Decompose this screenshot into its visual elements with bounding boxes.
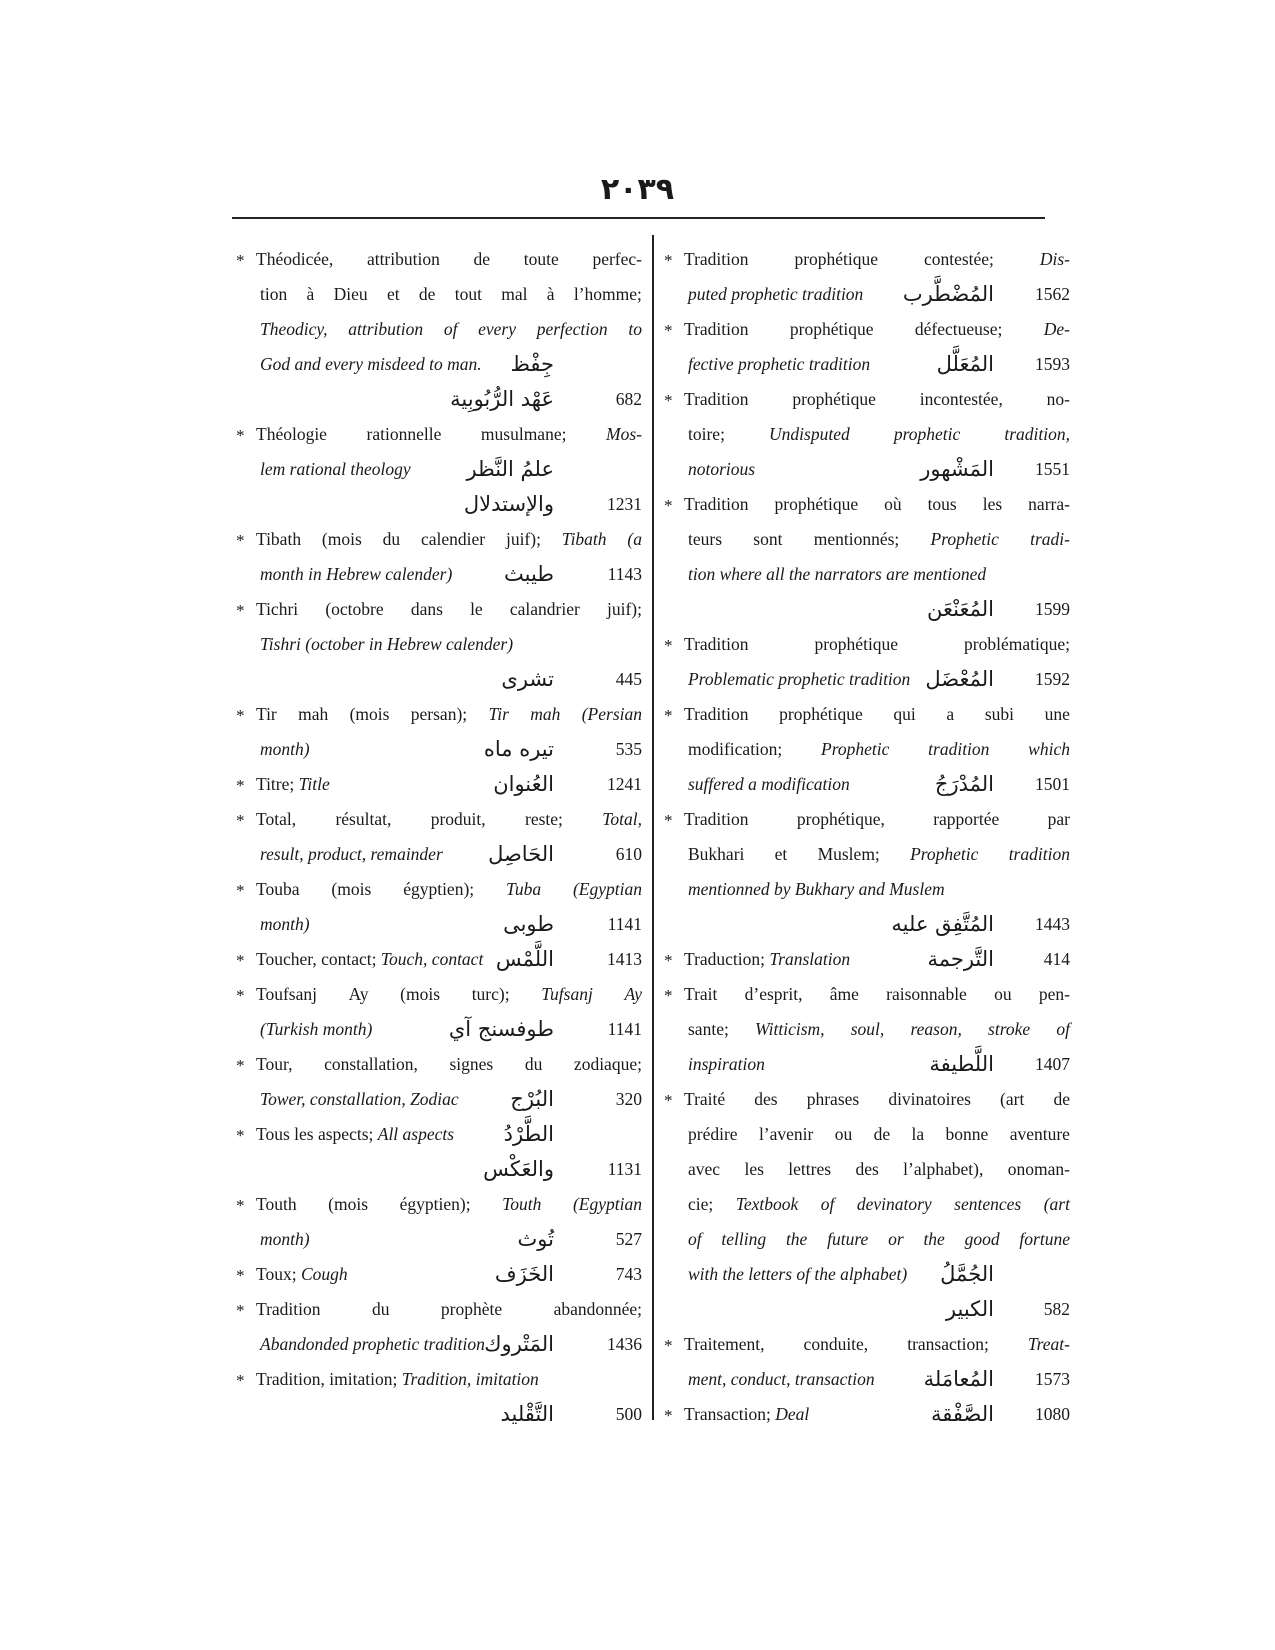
arabic-term: الجُمَّلُ (940, 1262, 994, 1286)
arabic-term: طيبث (503, 562, 554, 586)
entry-line (660, 837, 1070, 872)
entry-number: 1231 (607, 494, 642, 514)
entry-headword: Tradition du prophète abandonnée; (256, 1299, 642, 1319)
entry-number: 1141 (607, 914, 642, 934)
entry-line (232, 522, 642, 557)
entry-line (232, 382, 642, 417)
entry-text: month) (260, 1229, 310, 1249)
right-column (660, 242, 1070, 1432)
arabic-term: المَتْروك (484, 1332, 554, 1356)
entry-headword: Tradition prophétique incontestée, no- (684, 389, 1070, 409)
entry-headword: Tour, constallation, signes du zodiaque; (256, 1054, 642, 1074)
entry-line (232, 1292, 642, 1327)
entry-text: month in Hebrew calender) (260, 564, 453, 584)
arabic-term: المُعْضَل (925, 667, 994, 691)
entry-bullet: * (664, 1336, 673, 1355)
entry-headword: Tradition, imitation; Tradition, imitation (256, 1369, 539, 1389)
arabic-term: الخَزَف (494, 1262, 554, 1286)
entry-line (232, 1397, 642, 1432)
arabic-term: المَشْهور (920, 457, 994, 481)
entry-line (232, 312, 642, 347)
entry-number: 1131 (607, 1159, 642, 1179)
entry-number: 743 (615, 1264, 642, 1284)
arabic-term: المُدْرَجُ (934, 772, 994, 796)
entry-bullet: * (236, 811, 245, 830)
entry-text: mentionned by Bukhary and Muslem (688, 879, 945, 899)
entry-bullet: * (236, 951, 245, 970)
entry-text: with the letters of the alphabet) (688, 1264, 908, 1284)
arabic-term: المُعَلَّل (936, 352, 994, 376)
entry-text: Theodicy, attribution of every perfection to (260, 319, 642, 339)
entry-bullet: * (664, 496, 673, 515)
entry-bullet: * (236, 1056, 245, 1075)
entry-headword: Tradition prophétique, rapportée par (684, 809, 1070, 829)
entry-line (660, 732, 1070, 767)
entry-line (660, 312, 1070, 347)
page-number: ٢٠٣٩ (600, 172, 675, 207)
entry-headword: Traitement, conduite, transaction; Treat- (684, 1334, 1070, 1354)
entry-headword: Toucher, contact; Touch, contact (256, 949, 484, 969)
entry-number: 1592 (1035, 669, 1070, 689)
arabic-term: طوفسنج آي (448, 1017, 554, 1041)
entry-text: month) (260, 914, 310, 934)
entry-line (232, 732, 642, 767)
entry-bullet: * (236, 986, 245, 1005)
entry-line (232, 1362, 642, 1397)
entry-number: 1407 (1035, 1054, 1070, 1074)
entry-number: 535 (615, 739, 642, 759)
entry-number: 610 (615, 844, 642, 864)
arabic-term: التَّقْليد (500, 1402, 554, 1426)
arabic-term: جِفْظ (510, 352, 554, 376)
entry-bullet: * (236, 1266, 245, 1285)
entry-headword: Tradition prophétique problématique; (684, 634, 1070, 654)
entry-text: Problematic prophetic tradition (688, 669, 911, 689)
arabic-term: اللَّطيفة (929, 1052, 994, 1076)
entry-line (660, 662, 1070, 697)
entry-line (660, 767, 1070, 802)
entry-number: 1551 (1035, 459, 1070, 479)
entry-line (660, 277, 1070, 312)
entry-line (232, 872, 642, 907)
arabic-term: والعَكْس (483, 1157, 554, 1181)
entry-headword: Théodicée, attribution de toute perfec- (256, 249, 642, 269)
entry-text: Tishri (october in Hebrew calender) (260, 634, 514, 654)
entry-line (232, 592, 642, 627)
header-rule (232, 217, 1045, 219)
entry-bullet: * (236, 1196, 245, 1215)
entry-text: prédire l’avenir ou de la bonne aventure (688, 1124, 1070, 1144)
arabic-term: المُعَنْعَن (927, 597, 994, 621)
entry-text: Bukhari et Muslem; Prophetic tradition (688, 844, 1070, 864)
entry-text: of telling the future or the good fortune (688, 1229, 1070, 1249)
entry-line (660, 1257, 1070, 1292)
arabic-term: التَّرجمة (927, 947, 994, 971)
entry-bullet: * (236, 251, 245, 270)
entry-line (232, 347, 642, 382)
arabic-term: الحَاصِل (488, 842, 554, 866)
entry-headword: Toufsanj Ay (mois turc); Tufsanj Ay (256, 984, 642, 1004)
arabic-term: المُتَّفِق عليه (891, 912, 994, 936)
entry-line (660, 452, 1070, 487)
entry-line (660, 487, 1070, 522)
arabic-term: الطَّرْدُ (503, 1122, 554, 1146)
entry-line (232, 942, 642, 977)
entry-line (232, 1187, 642, 1222)
entry-text: Tower, constallation, Zodiac (260, 1089, 459, 1109)
entry-bullet: * (664, 251, 673, 270)
entry-headword: Théologie rationnelle musulmane; Mos- (256, 424, 642, 444)
entry-line (232, 837, 642, 872)
arabic-term: تيره ماه (483, 737, 554, 761)
entry-text: (Turkish month) (260, 1019, 373, 1039)
entry-line (660, 1187, 1070, 1222)
entry-text: tion where all the narrators are mentioned (688, 564, 987, 584)
entry-line (660, 697, 1070, 732)
entry-number: 414 (1043, 949, 1070, 969)
entry-line (660, 1362, 1070, 1397)
entry-text: month) (260, 739, 310, 759)
entry-text: result, product, remainder (260, 844, 443, 864)
entry-bullet: * (664, 951, 673, 970)
entry-bullet: * (236, 706, 245, 725)
entry-number: 1413 (607, 949, 642, 969)
entry-line (660, 627, 1070, 662)
entry-line (660, 382, 1070, 417)
entry-headword: Touba (mois égyptien); Tuba (Egyptian (256, 879, 642, 899)
arabic-term: تُوث (517, 1227, 554, 1251)
entry-bullet: * (664, 811, 673, 830)
entry-bullet: * (664, 986, 673, 1005)
entry-bullet: * (664, 321, 673, 340)
entry-line (232, 1327, 642, 1362)
entry-headword: Traduction; Translation (684, 949, 851, 969)
arabic-term: المُعامَلة (923, 1367, 994, 1391)
entry-number: 1593 (1035, 354, 1070, 374)
entry-line (232, 557, 642, 592)
arabic-term: الكبير (945, 1297, 994, 1321)
entry-line (660, 1222, 1070, 1257)
entry-line (232, 1082, 642, 1117)
entry-line (232, 1117, 642, 1152)
entry-text: avec les lettres des l’alphabet), onoman- (688, 1159, 1070, 1179)
entry-number: 1141 (607, 1019, 642, 1039)
entry-number: 1599 (1035, 599, 1070, 619)
entry-text: ment, conduct, transaction (688, 1369, 875, 1389)
entry-line (660, 1117, 1070, 1152)
entry-headword: Tichri (octobre dans le calandrier juif); (256, 599, 642, 619)
entry-number: 682 (615, 389, 642, 409)
arabic-term: والإستدلال (463, 492, 554, 516)
entry-line (232, 627, 642, 662)
entry-text: modification; Prophetic tradition which (688, 739, 1070, 759)
entry-headword: Titre; Title (256, 774, 330, 794)
entry-line (660, 1152, 1070, 1187)
entry-headword: Touth (mois égyptien); Touth (Egyptian (256, 1194, 642, 1214)
entry-text: inspiration (688, 1054, 765, 1074)
entry-text: suffered a modification (688, 774, 850, 794)
entry-line (660, 977, 1070, 1012)
entry-line (232, 1012, 642, 1047)
entry-text: toire; Undisputed prophetic tradition, (688, 424, 1070, 444)
entry-text: sante; Witticism, soul, reason, stroke of (688, 1019, 1070, 1039)
entry-line (660, 907, 1070, 942)
entry-bullet: * (236, 426, 245, 445)
entry-number: 1143 (607, 564, 642, 584)
entry-headword: Trait d’esprit, âme raisonnable ou pen- (684, 984, 1070, 1004)
entry-bullet: * (236, 531, 245, 550)
entry-bullet: * (236, 1301, 245, 1320)
entry-bullet: * (664, 391, 673, 410)
entry-text: tion à Dieu et de tout mal à l’homme; (260, 284, 642, 304)
entry-number: 1562 (1035, 284, 1070, 304)
entry-bullet: * (236, 881, 245, 900)
entry-line (232, 697, 642, 732)
entry-number: 445 (615, 669, 642, 689)
entry-headword: Tir mah (mois persan); Tir mah (Persian (256, 704, 642, 724)
arabic-term: البُرْج (510, 1087, 554, 1111)
entry-headword: Tradition prophétique défectueuse; De- (684, 319, 1070, 339)
entry-line (660, 872, 1070, 907)
arabic-term: عَهْد الرُّبُوبِية (450, 387, 554, 411)
entry-number: 1443 (1035, 914, 1070, 934)
entry-line (660, 942, 1070, 977)
entry-line (232, 242, 642, 277)
entry-headword: Tibath (mois du calendier juif); Tibath (a (256, 529, 642, 549)
arabic-term: اللَّمْس (495, 947, 554, 971)
entry-line (232, 767, 642, 802)
entry-number: 500 (615, 1404, 642, 1424)
entry-line (660, 417, 1070, 452)
entry-line (232, 417, 642, 452)
arabic-term: علمُ النَّظر (466, 457, 554, 481)
entry-line (660, 1082, 1070, 1117)
entry-number: 1501 (1035, 774, 1070, 794)
entry-bullet: * (664, 1091, 673, 1110)
entry-text: cie; Textbook of devinatory sentences (art (688, 1194, 1070, 1214)
entry-number: 1573 (1035, 1369, 1070, 1389)
entry-bullet: * (236, 601, 245, 620)
entry-line (660, 242, 1070, 277)
entry-headword: Transaction; Deal (684, 1404, 810, 1424)
entry-line (660, 522, 1070, 557)
entry-text: lem rational theology (260, 459, 411, 479)
entry-headword: Tradition prophétique où tous les narra- (684, 494, 1070, 514)
entry-line (660, 802, 1070, 837)
entry-line (232, 802, 642, 837)
entry-headword: Tous les aspects; All aspects (256, 1124, 455, 1144)
column-divider (652, 235, 654, 1420)
entry-line (232, 977, 642, 1012)
arabic-term: الصَّفْقة (931, 1402, 994, 1426)
entry-number: 582 (1043, 1299, 1070, 1319)
entry-line (660, 1292, 1070, 1327)
entry-text: notorious (688, 459, 756, 479)
entry-number: 320 (615, 1089, 642, 1109)
entry-number: 1241 (607, 774, 642, 794)
entry-headword: Tradition prophétique qui a subi une (684, 704, 1070, 724)
entry-bullet: * (236, 776, 245, 795)
entry-line (660, 557, 1070, 592)
entry-bullet: * (664, 706, 673, 725)
entry-line (232, 452, 642, 487)
entry-bullet: * (236, 1126, 245, 1145)
entry-bullet: * (236, 1371, 245, 1390)
entry-headword: Toux; Cough (256, 1264, 348, 1284)
entry-bullet: * (664, 636, 673, 655)
entry-headword: Tradition prophétique contestée; Dis- (684, 249, 1070, 269)
entry-line (660, 1397, 1070, 1432)
entry-number: 1080 (1035, 1404, 1070, 1424)
entry-text: puted prophetic tradition (688, 284, 864, 304)
entry-line (232, 662, 642, 697)
entry-line (660, 592, 1070, 627)
arabic-term: العُنوان (493, 772, 554, 796)
entry-number: 1436 (607, 1334, 642, 1354)
entry-text: God and every misdeed to man. (260, 354, 482, 374)
entry-line (232, 487, 642, 522)
entry-line (232, 1152, 642, 1187)
left-column (232, 242, 642, 1432)
arabic-term: المُضْطَّرب (902, 282, 994, 306)
entry-headword: Total, résultat, produit, reste; Total, (256, 809, 642, 829)
entry-line (660, 347, 1070, 382)
entry-line (232, 277, 642, 312)
entry-line (232, 1047, 642, 1082)
entry-text: teurs sont mentionnés; Prophetic tradi- (688, 529, 1070, 549)
entry-number: 527 (615, 1229, 642, 1249)
entry-line (660, 1047, 1070, 1082)
entry-line (232, 1257, 642, 1292)
entry-text: Abandonded prophetic tradition (260, 1334, 485, 1354)
entry-text: fective prophetic tradition (688, 354, 871, 374)
arabic-term: طوبى (503, 912, 554, 936)
entry-line (232, 1222, 642, 1257)
entry-line (660, 1327, 1070, 1362)
entry-line (660, 1012, 1070, 1047)
entry-line (232, 907, 642, 942)
entry-bullet: * (664, 1406, 673, 1425)
arabic-term: تشرى (501, 667, 554, 691)
entry-headword: Traité des phrases divinatoires (art de (684, 1089, 1070, 1109)
